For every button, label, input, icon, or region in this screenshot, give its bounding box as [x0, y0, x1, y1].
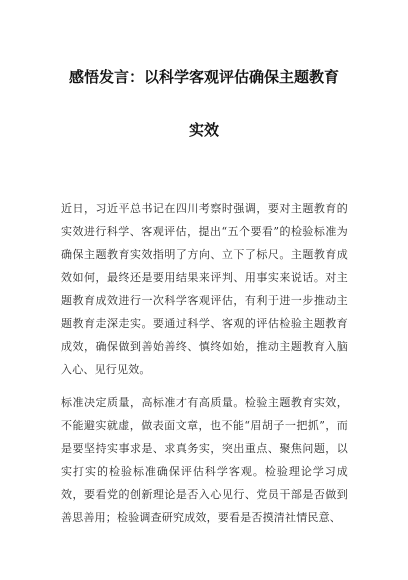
paragraph-1: 近日，习近平总书记在四川考察时强调，要对主题教育的实效进行科学、客观评估，提出“五个要看”的检验标准为确保主题教育实效指明了方向、立下了标尺。主题教育成效如何，最终还是要用结果来评判、用事实来说话。对主题教育成效进行一次科学客观评估，有利于进一步推动主题教育走深走实。要通过科学、客观的评估检验主题教育成效，确保做到善始善终、慎终如始，推动主题教育入脑入心、见行见效。	[61, 202, 348, 376]
paragraph-2: 标准决定质量，高标准才有高质量。检验主题教育实效，不能避实就虚，做表面文章，也不能“眉胡子一把抓”，而是要坚持实事求是、求真务实，突出重点、聚焦问题，以实打实的检验标准确保评估科学客观。检验理论学习成效，要看党的创新理论是否入心见行、党员干部是否做到善思善用；检验调查研究成效，要看是否摸清社情民意、	[61, 396, 348, 524]
document-title-line-2: 实效	[188, 121, 219, 139]
document-title-line-1: 感悟发言：以科学客观评估确保主题教育	[68, 68, 339, 86]
